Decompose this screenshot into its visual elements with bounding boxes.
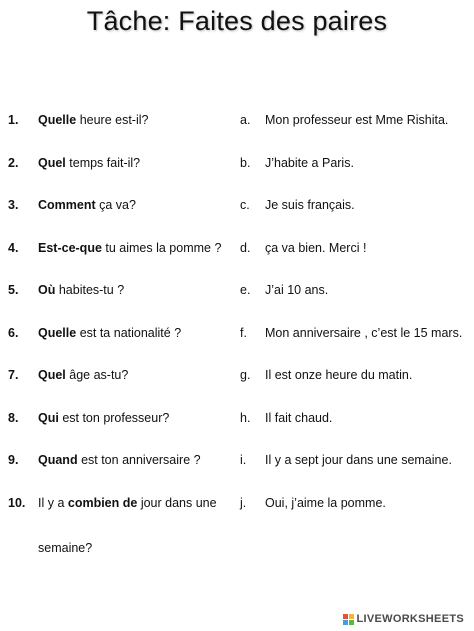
- answer-text: Il y a sept jour dans une semaine.: [265, 453, 452, 467]
- question-keyword: Quand: [38, 453, 78, 467]
- question-number: 4.: [8, 240, 19, 255]
- question-keyword: Quel: [38, 368, 66, 382]
- question-keyword: combien de: [67, 495, 138, 510]
- question-rest: ça va?: [95, 198, 136, 212]
- question-text: [38, 197, 136, 213]
- question-keyword: Quelle: [38, 113, 77, 127]
- answer-text: Il est onze heure du matin.: [265, 368, 413, 382]
- logo-text: LIVEWORKSHEETS: [356, 613, 464, 625]
- answer-letter: f.: [240, 325, 247, 340]
- page-title: Tâche: Faites des paires: [86, 6, 388, 36]
- question-rest: est ton anniversaire ?: [77, 453, 201, 467]
- answer-text: Oui, j’aime la pomme.: [265, 495, 386, 510]
- question-number: 5.: [8, 283, 19, 297]
- question-rest: jour dans une: [137, 495, 217, 510]
- question-rest: tu aimes la pomme ?: [101, 240, 222, 255]
- answer-letter: e.: [240, 283, 251, 297]
- question-rest: est ta nationalité ?: [76, 325, 182, 340]
- question-number: 10.: [8, 495, 26, 510]
- question-rest: habites-tu ?: [55, 283, 125, 297]
- answer-letter: b.: [240, 155, 251, 170]
- question-keyword: Est-ce-que: [38, 240, 102, 255]
- answer-letter: j.: [240, 495, 247, 510]
- question-number: 8.: [8, 410, 19, 425]
- answer-letter: d.: [240, 240, 251, 255]
- question-number: 7.: [8, 368, 19, 382]
- question-number: 9.: [8, 453, 19, 467]
- liveworksheets-logo: [343, 613, 465, 625]
- question-continuation: semaine?: [38, 540, 93, 555]
- question-keyword: Quel: [38, 155, 66, 170]
- question-text: [38, 240, 221, 256]
- question-rest: heure est-il?: [76, 113, 149, 127]
- answer-text: Mon professeur est Mme Rishita.: [265, 113, 449, 127]
- answer-letter: h.: [240, 410, 251, 425]
- question-text: [38, 155, 140, 171]
- question-text: [38, 282, 124, 298]
- question-text: [38, 410, 169, 426]
- question-text: [38, 452, 201, 468]
- question-keyword: Quelle: [38, 325, 77, 340]
- question-keyword: Qui: [38, 410, 59, 425]
- question-keyword: Comment: [38, 198, 96, 212]
- answer-text: ça va bien. Merci !: [265, 240, 367, 255]
- question-rest: temps fait-il?: [65, 155, 141, 170]
- answer-letter: c.: [240, 198, 250, 212]
- question-prefix: Il y a: [38, 495, 68, 510]
- question-number: 1.: [8, 113, 19, 127]
- question-number: 6.: [8, 325, 19, 340]
- question-text: [38, 495, 217, 511]
- answer-letter: g.: [240, 368, 251, 382]
- question-number: 2.: [8, 155, 19, 170]
- question-text: [38, 367, 128, 383]
- liveworksheets-icon: [343, 614, 354, 625]
- question-text: [38, 112, 148, 128]
- answer-text: Il fait chaud.: [265, 410, 333, 425]
- answer-text: Je suis français.: [265, 198, 355, 212]
- question-keyword: Où: [38, 283, 56, 297]
- question-rest: est ton professeur?: [58, 410, 170, 425]
- answer-text: J’ai 10 ans.: [265, 283, 329, 297]
- answer-letter: i.: [240, 453, 247, 467]
- question-number: 3.: [8, 198, 19, 212]
- question-text: [38, 325, 181, 341]
- answer-letter: a.: [240, 113, 251, 127]
- answer-text: J’habite a Paris.: [265, 155, 354, 170]
- question-rest: âge as-tu?: [65, 368, 129, 382]
- answer-text: Mon anniversaire , c’est le 15 mars.: [265, 325, 463, 340]
